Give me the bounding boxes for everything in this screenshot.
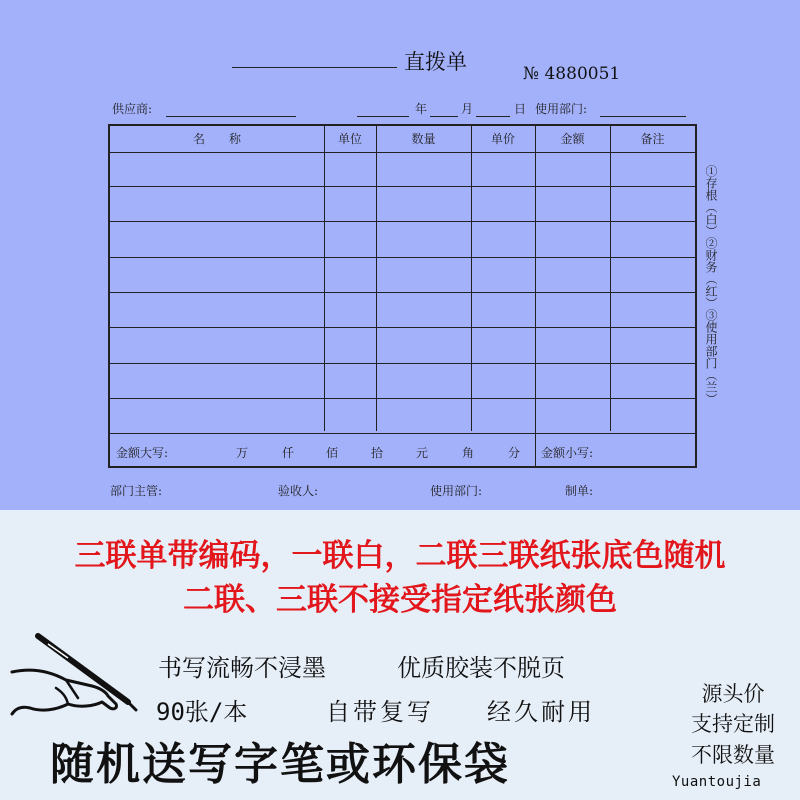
footer-user-dept: 使用部门:: [430, 484, 483, 498]
row-divider: [110, 152, 695, 153]
col-divider: [471, 126, 472, 431]
col-divider: [535, 126, 536, 466]
col-divider: [376, 126, 377, 431]
row-divider: [110, 363, 695, 364]
feature-carbonless: 自带复写: [326, 698, 434, 726]
price-unlimited: 不限数量: [691, 743, 775, 767]
supplier-label: 供应商:: [112, 102, 153, 116]
footer-receiver: 验收人:: [278, 484, 319, 498]
header-unit: 单位: [337, 132, 362, 146]
amount-unit: 仟: [282, 446, 295, 460]
day-line: [476, 116, 510, 117]
hand-writing-pen-icon: [8, 630, 148, 725]
amount-words-label: 金额大写:: [116, 446, 169, 460]
row-divider: [110, 221, 695, 222]
promo-line-2: 二联、三联不接受指定纸张颜色: [183, 582, 617, 618]
supplier-line: [166, 116, 296, 117]
amount-unit: 万: [236, 446, 249, 460]
amount-unit: 元: [416, 446, 429, 460]
header-unit-price: 单价: [490, 132, 515, 146]
col-divider: [610, 126, 611, 431]
header-quantity: 数量: [411, 132, 436, 146]
feature-smooth-writing: 书写流畅不浸墨: [158, 654, 326, 682]
amount-figures-label: 金额小写:: [541, 446, 594, 460]
feature-binding: 优质胶装不脱页: [397, 654, 565, 682]
dept-line: [600, 116, 686, 117]
promo-line-1: 三联单带编码，一联白，二联三联纸张底色随机: [74, 538, 726, 574]
brand-name: Yuantoujia: [672, 774, 762, 790]
price-custom: 支持定制: [691, 712, 775, 736]
feature-durable: 经久耐用: [487, 698, 595, 726]
row-divider: [110, 292, 695, 293]
row-divider: [110, 186, 695, 187]
year-line: [357, 116, 409, 117]
footer-maker: 制单:: [565, 484, 594, 498]
row-divider: [110, 398, 695, 399]
price-source: 源头价: [701, 682, 765, 706]
footer-manager: 部门主管:: [110, 484, 163, 498]
dept-label: 使用部门:: [535, 102, 588, 116]
amount-unit: 角: [462, 446, 475, 460]
title-underline: [232, 67, 397, 68]
amount-unit: 佰: [326, 446, 339, 460]
amount-unit: 分: [508, 446, 521, 460]
header-name: 名 称: [192, 132, 241, 146]
day-label: 日: [514, 102, 527, 116]
form-table: [108, 124, 697, 468]
month-line: [430, 116, 458, 117]
month-label: 月: [461, 102, 474, 116]
year-label: 年: [415, 102, 428, 116]
row-divider: [110, 433, 695, 434]
serial-number: № 4880051: [523, 64, 621, 84]
row-divider: [110, 327, 695, 328]
form-title: 直拨单: [404, 50, 467, 74]
gift-headline: 随机送写字笔或环保袋: [50, 739, 510, 790]
header-amount: 金额: [560, 132, 585, 146]
col-divider: [324, 126, 325, 431]
amount-unit: 拾: [371, 446, 384, 460]
row-divider: [110, 257, 695, 258]
feature-sheet-count: 90张/本: [156, 698, 248, 726]
header-remarks: 备注: [640, 132, 665, 146]
copy-color-note: ①存根（白）②财务（红）③使用部门（兰）: [704, 165, 718, 405]
